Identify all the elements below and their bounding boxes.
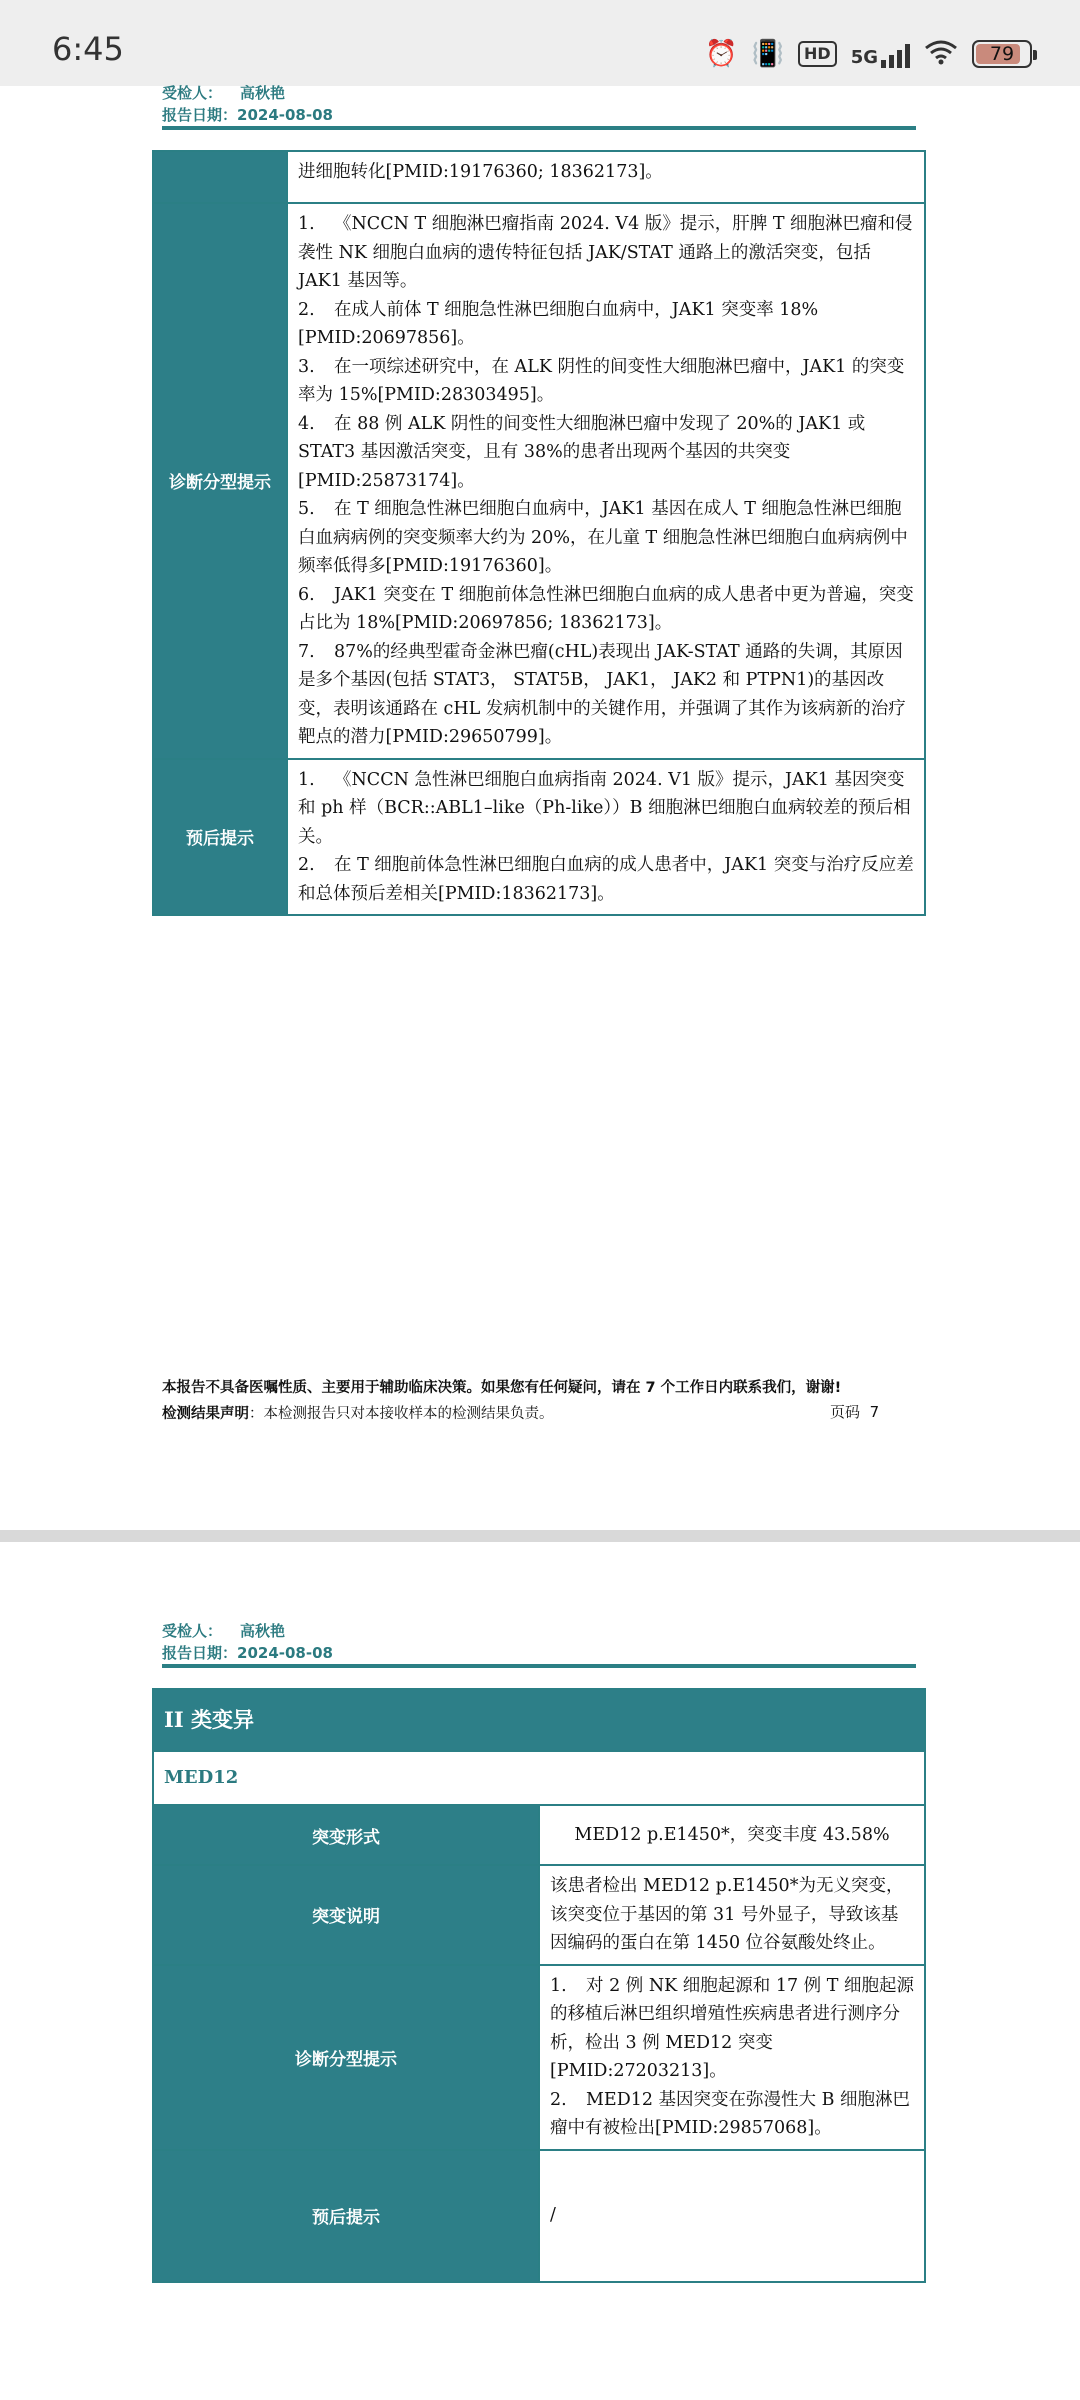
gene-name: MED12 bbox=[153, 1751, 925, 1805]
list-item: 3. 在一项综述研究中，在 ALK 阴性的间变性大细胞淋巴瘤中，JAK1 的突变率为 15%[PMID:28303495]。 bbox=[298, 356, 905, 405]
report-date: 2024-08-08 bbox=[237, 106, 333, 124]
status-bar bbox=[0, 0, 1080, 86]
hd-icon: HD bbox=[798, 41, 837, 67]
page-header-7 bbox=[162, 82, 916, 126]
page-separator bbox=[0, 1530, 1080, 1542]
form-label: 突变形式 bbox=[153, 1805, 539, 1865]
vibrate-icon: 📳 bbox=[751, 39, 785, 69]
5g-signal-icon bbox=[851, 40, 910, 68]
page-number: 页码 7 bbox=[830, 1403, 880, 1421]
diag-content bbox=[539, 1965, 925, 2150]
list-item: 2. 在 T 细胞前体急性淋巴细胞白血病的成人患者中，JAK1 突变与治疗反应差和总体预后差相关[PMID:18362173]。 bbox=[298, 855, 914, 904]
network-type: 5G bbox=[850, 47, 878, 68]
list-item: 1. 《NCCN 急性淋巴细胞白血病指南 2024. V1 版》提示，JAK1 基因突变和 ph 样（BCR::ABL1–like（Ph-like））B 细胞淋巴细胞白血病较差的预后相关。 bbox=[298, 769, 911, 847]
list-item: 2. 在成人前体 T 细胞急性淋巴细胞白血病中，JAK1 突变率 18%[PMID:20697856]。 bbox=[298, 299, 819, 348]
wifi-icon bbox=[924, 39, 958, 69]
form-value: MED12 p.E1450*，突变丰度 43.58% bbox=[539, 1805, 925, 1865]
footer-disclaimer: 本报告不具备医嘱性质、主要用于辅助临床决策。如果您有任何疑问，请在 7 个工作日内联系我们，谢谢! bbox=[162, 1380, 842, 1396]
list-item: 1. 对 2 例 NK 细胞起源和 17 例 T 细胞起源的移植后淋巴组织增殖性疾病患者进行测序分析，检出 3 例 MED12 突变[PMID:27203213]。 bbox=[550, 1975, 914, 2081]
section-title: II 类变异 bbox=[153, 1689, 925, 1751]
desc-label: 突变说明 bbox=[153, 1865, 539, 1965]
list-item: 4. 在 88 例 ALK 阴性的间变性大细胞淋巴瘤中发现了 20%的 JAK1 或 STAT3 基因激活突变，且有 38%的患者出现两个基因的共突变[PMID:25873174]。 bbox=[298, 413, 866, 491]
empty-label-cell bbox=[153, 151, 287, 203]
list-item: 7. 87%的经典型霍奇金淋巴瘤(cHL)表现出 JAK-STAT 通路的失调，其原因是多个基因(包括 STAT3， STAT5B， JAK1， JAK2 和 PTPN1)的基因改变，表明该通路在 cHL 发病机制中的关键作用，并强调了其作为该病新的治疗靶点的潜力[PMID:29650799]。 bbox=[298, 641, 906, 747]
patient-name: 高秋艳 bbox=[240, 84, 286, 102]
list-item: 1. 《NCCN T 细胞淋巴瘤指南 2024. V4 版》提示，肝脾 T 细胞淋巴瘤和侵袭性 NK 细胞白血病的遗传特征包括 JAK/STAT 通路上的激活突变，包括 JAK1 基因等。 bbox=[298, 214, 913, 291]
header-rule bbox=[162, 126, 916, 130]
battery-level: 79 bbox=[989, 43, 1015, 65]
page8-table bbox=[152, 1688, 926, 2283]
prog-value: / bbox=[539, 2150, 925, 2282]
continued-text: 进细胞转化[PMID:19176360; 18362173]。 bbox=[287, 151, 925, 203]
diag-label: 诊断分型提示 bbox=[153, 203, 287, 759]
header-rule bbox=[162, 1664, 916, 1668]
prog-label: 预后提示 bbox=[153, 759, 287, 916]
diag-content bbox=[287, 203, 925, 759]
alarm-icon: ⏰ bbox=[705, 39, 738, 69]
list-item: 5. 在 T 细胞急性淋巴细胞白血病中，JAK1 基因在成人 T 细胞急性淋巴细胞白血病病例的突变频率大约为 20%，在儿童 T 细胞急性淋巴细胞白血病病例中频率低得多[PMID:19176360]。 bbox=[298, 499, 908, 576]
patient-label: 受检人： bbox=[162, 84, 223, 102]
status-icons bbox=[705, 34, 1032, 74]
desc-value: 该患者检出 MED12 p.E1450*为无义突变，该突变位于基因的第 31 号外显子，导致该基因编码的蛋白在第 1450 位谷氨酸处终止。 bbox=[539, 1865, 925, 1965]
date-label: 报告日期： bbox=[162, 106, 238, 124]
status-time: 6:45 bbox=[52, 30, 124, 68]
prog-label: 预后提示 bbox=[153, 2150, 539, 2282]
page7-table bbox=[152, 150, 926, 916]
list-item: 2. MED12 基因突变在弥漫性大 B 细胞淋巴瘤中有被检出[PMID:29857068]。 bbox=[550, 2089, 911, 2138]
diag-label: 诊断分型提示 bbox=[153, 1965, 539, 2150]
battery-icon bbox=[972, 40, 1032, 68]
page-header-8: 受检人： 高秋艳 报告日期：2024-08-08 bbox=[162, 1622, 333, 1662]
footer-statement: 检测结果声明：本检测报告只对本接收样本的检测结果负责。 bbox=[162, 1406, 554, 1422]
prog-content bbox=[287, 759, 925, 916]
list-item: 6. JAK1 突变在 T 细胞前体急性淋巴细胞白血病的成人患者中更为普遍，突变占比为 18%[PMID:20697856; 18362173]。 bbox=[298, 584, 914, 633]
